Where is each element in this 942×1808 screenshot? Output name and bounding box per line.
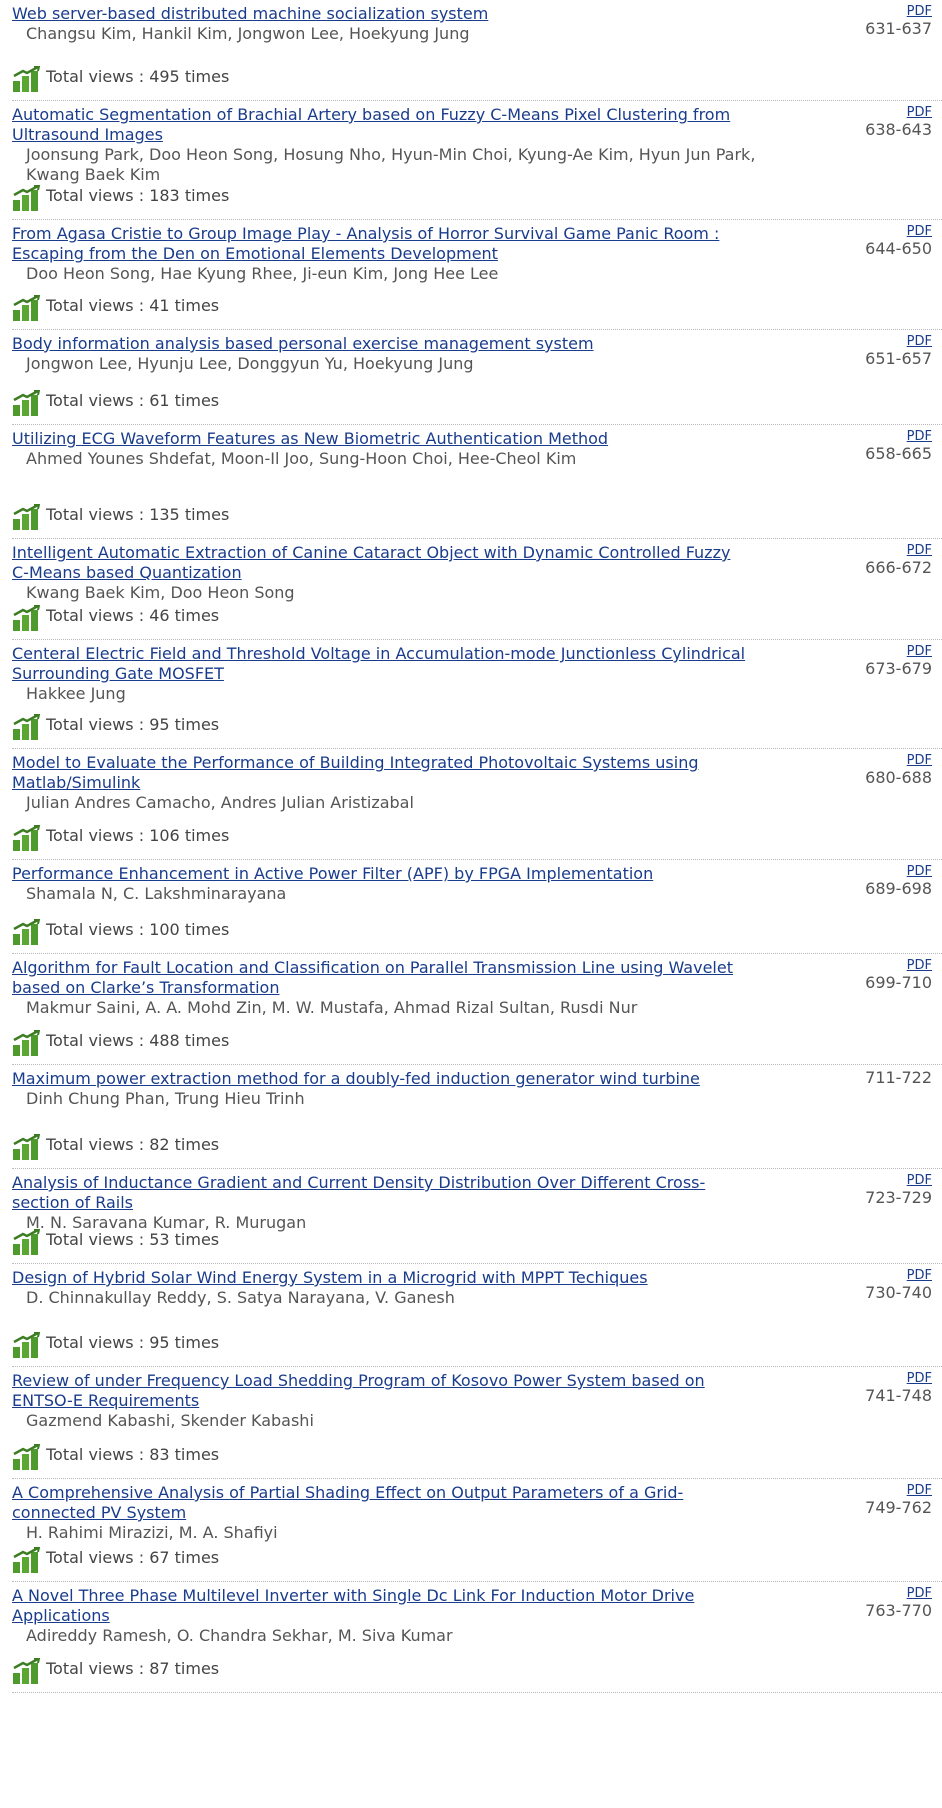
article-authors: H. Rahimi Mirazizi, M. A. Shafiyi bbox=[26, 1523, 278, 1542]
total-views bbox=[12, 386, 219, 416]
article-item bbox=[12, 330, 942, 425]
pdf-link[interactable]: PDF bbox=[906, 753, 932, 768]
article-item bbox=[12, 1065, 942, 1169]
total-views bbox=[12, 1328, 219, 1358]
article-title-link[interactable]: A Novel Three Phase Multilevel Inverter with Single Dc Link For Induction Motor Drive Applications bbox=[12, 1586, 695, 1625]
total-views-text: Total views : 87 times bbox=[46, 1659, 220, 1678]
page-range: 689-698 bbox=[865, 879, 932, 898]
stats-chart-icon bbox=[12, 66, 42, 92]
page-range: 680-688 bbox=[865, 768, 932, 787]
total-views bbox=[12, 500, 229, 530]
article-meta bbox=[865, 224, 932, 258]
article-meta bbox=[865, 753, 932, 787]
total-views bbox=[12, 62, 229, 92]
pdf-link[interactable]: PDF bbox=[906, 1173, 932, 1188]
article-title-link[interactable]: Intelligent Automatic Extraction of Canine Cataract Object with Dynamic Controlled Fuzzy C-Means based Quantization bbox=[12, 543, 731, 582]
article-meta bbox=[865, 1173, 932, 1207]
total-views-text: Total views : 41 times bbox=[46, 296, 220, 315]
article-meta bbox=[865, 543, 932, 577]
article-meta bbox=[865, 4, 932, 38]
page-range: 763-770 bbox=[865, 1601, 932, 1620]
total-views-text: Total views : 46 times bbox=[46, 606, 220, 625]
page-range: 651-657 bbox=[865, 349, 932, 368]
total-views-text: Total views : 95 times bbox=[46, 715, 220, 734]
article-authors: Ahmed Younes Shdefat, Moon-Il Joo, Sung-Hoon Choi, Hee-Cheol Kim bbox=[26, 449, 577, 468]
page-range: 631-637 bbox=[865, 19, 932, 38]
pdf-link[interactable]: PDF bbox=[906, 1268, 932, 1283]
article-item bbox=[12, 1264, 942, 1367]
total-views bbox=[12, 291, 219, 321]
article-authors: M. N. Saravana Kumar, R. Murugan bbox=[26, 1213, 307, 1232]
article-title-link[interactable]: Maximum power extraction method for a doubly-fed induction generator wind turbine bbox=[12, 1069, 700, 1088]
total-views-text: Total views : 61 times bbox=[46, 391, 220, 410]
article-authors: D. Chinnakullay Reddy, S. Satya Narayana, V. Ganesh bbox=[26, 1288, 455, 1307]
article-title-link[interactable]: A Comprehensive Analysis of Partial Shading Effect on Output Parameters of a Grid-connected PV System bbox=[12, 1483, 684, 1522]
article-authors: Changsu Kim, Hankil Kim, Jongwon Lee, Hoekyung Jung bbox=[26, 24, 470, 43]
total-views-text: Total views : 67 times bbox=[46, 1548, 220, 1567]
article-item bbox=[12, 101, 942, 220]
total-views-text: Total views : 183 times bbox=[46, 186, 230, 205]
article-item bbox=[12, 1479, 942, 1582]
page-range: 658-665 bbox=[865, 444, 932, 463]
page-range: 666-672 bbox=[865, 558, 932, 577]
article-authors: Jongwon Lee, Hyunju Lee, Donggyun Yu, Hoekyung Jung bbox=[26, 354, 474, 373]
article-title-link[interactable]: Body information analysis based personal exercise management system bbox=[12, 334, 594, 353]
article-meta bbox=[865, 864, 932, 898]
article-title-link[interactable]: Centeral Electric Field and Threshold Voltage in Accumulation-mode Junctionless Cylindrical Surrounding Gate MOSFET bbox=[12, 644, 746, 683]
pdf-link[interactable]: PDF bbox=[906, 644, 932, 659]
total-views-text: Total views : 53 times bbox=[46, 1230, 220, 1249]
stats-chart-icon bbox=[12, 1134, 42, 1160]
article-title-link[interactable]: Web server-based distributed machine socialization system bbox=[12, 4, 489, 23]
total-views-text: Total views : 95 times bbox=[46, 1333, 220, 1352]
article-authors: Dinh Chung Phan, Trung Hieu Trinh bbox=[26, 1089, 305, 1108]
page-range: 711-722 bbox=[865, 1068, 932, 1087]
article-title-link[interactable]: Algorithm for Fault Location and Classification on Parallel Transmission Line using Wavelet based on Clarke’s Transformation bbox=[12, 958, 733, 997]
article-title-link[interactable]: Design of Hybrid Solar Wind Energy System in a Microgrid with MPPT Techiques bbox=[12, 1268, 648, 1287]
total-views bbox=[12, 1130, 219, 1160]
article-title-link[interactable]: Automatic Segmentation of Brachial Artery based on Fuzzy C-Means Pixel Clustering from Ultrasound Images bbox=[12, 105, 731, 144]
article-authors: Makmur Saini, A. A. Mohd Zin, M. W. Mustafa, Ahmad Rizal Sultan, Rusdi Nur bbox=[26, 998, 638, 1017]
stats-chart-icon bbox=[12, 1332, 42, 1358]
article-title-link[interactable]: From Agasa Cristie to Group Image Play - Analysis of Horror Survival Game Panic Room : Escaping from the Den on Emotional Elements Development bbox=[12, 224, 720, 263]
pdf-link[interactable]: PDF bbox=[906, 4, 932, 19]
article-meta bbox=[865, 644, 932, 678]
pdf-link[interactable]: PDF bbox=[906, 224, 932, 239]
article-meta bbox=[865, 958, 932, 992]
article-title-link[interactable]: Utilizing ECG Waveform Features as New Biometric Authentication Method bbox=[12, 429, 609, 448]
stats-chart-icon bbox=[12, 919, 42, 945]
article-authors: Joonsung Park, Doo Heon Song, Hosung Nho, Hyun-Min Choi, Kyung-Ae Kim, Hyun Jun Park, Kwang Baek Kim bbox=[26, 145, 756, 184]
pdf-link[interactable]: PDF bbox=[906, 334, 932, 349]
total-views-text: Total views : 488 times bbox=[46, 1031, 230, 1050]
article-meta bbox=[865, 1371, 932, 1405]
total-views bbox=[12, 1440, 219, 1470]
article-item bbox=[12, 1169, 942, 1264]
article-meta bbox=[865, 334, 932, 368]
article-meta bbox=[865, 1586, 932, 1620]
pdf-link[interactable]: PDF bbox=[906, 429, 932, 444]
stats-chart-icon bbox=[12, 390, 42, 416]
article-authors: Kwang Baek Kim, Doo Heon Song bbox=[26, 583, 295, 602]
page-range: 699-710 bbox=[865, 973, 932, 992]
stats-chart-icon bbox=[12, 825, 42, 851]
total-views bbox=[12, 710, 219, 740]
article-authors: Hakkee Jung bbox=[26, 684, 126, 703]
article-meta bbox=[865, 429, 932, 463]
pdf-link[interactable]: PDF bbox=[906, 543, 932, 558]
article-item bbox=[12, 1367, 942, 1479]
article-item bbox=[12, 1582, 942, 1693]
pdf-link[interactable]: PDF bbox=[906, 1586, 932, 1601]
stats-chart-icon bbox=[12, 295, 42, 321]
article-title-link[interactable]: Performance Enhancement in Active Power Filter (APF) by FPGA Implementation bbox=[12, 864, 654, 883]
page-range: 741-748 bbox=[865, 1386, 932, 1405]
article-item bbox=[12, 539, 942, 640]
article-list bbox=[12, 0, 942, 1693]
pdf-link[interactable]: PDF bbox=[906, 105, 932, 120]
total-views bbox=[12, 1543, 219, 1573]
stats-chart-icon bbox=[12, 714, 42, 740]
article-authors: Julian Andres Camacho, Andres Julian Aristizabal bbox=[26, 793, 414, 812]
total-views bbox=[12, 1654, 219, 1684]
article-title-link[interactable]: Analysis of Inductance Gradient and Current Density Distribution Over Different Cross-section of Rails bbox=[12, 1173, 706, 1212]
stats-chart-icon bbox=[12, 1658, 42, 1684]
page-range: 644-650 bbox=[865, 239, 932, 258]
page-range: 638-643 bbox=[865, 120, 932, 139]
stats-chart-icon bbox=[12, 504, 42, 530]
article-item bbox=[12, 425, 942, 539]
total-views bbox=[12, 601, 219, 631]
article-item bbox=[12, 640, 942, 749]
total-views bbox=[12, 1026, 229, 1056]
total-views-text: Total views : 100 times bbox=[46, 920, 230, 939]
article-meta bbox=[865, 1268, 932, 1302]
article-item bbox=[12, 0, 942, 101]
total-views bbox=[12, 181, 229, 211]
stats-chart-icon bbox=[12, 1547, 42, 1573]
article-authors: Adireddy Ramesh, O. Chandra Sekhar, M. Siva Kumar bbox=[26, 1626, 453, 1645]
article-item bbox=[12, 860, 942, 954]
article-item bbox=[12, 749, 942, 860]
page-range: 723-729 bbox=[865, 1188, 932, 1207]
total-views-text: Total views : 495 times bbox=[46, 67, 230, 86]
total-views bbox=[12, 821, 229, 851]
total-views-text: Total views : 82 times bbox=[46, 1135, 220, 1154]
stats-chart-icon bbox=[12, 1030, 42, 1056]
stats-chart-icon bbox=[12, 185, 42, 211]
total-views-text: Total views : 135 times bbox=[46, 505, 230, 524]
page-range: 673-679 bbox=[865, 659, 932, 678]
article-title-link[interactable]: Model to Evaluate the Performance of Building Integrated Photovoltaic Systems using Matlab/Simulink bbox=[12, 753, 699, 792]
total-views bbox=[12, 915, 229, 945]
page-range: 730-740 bbox=[865, 1283, 932, 1302]
stats-chart-icon bbox=[12, 1229, 42, 1255]
pdf-link[interactable]: PDF bbox=[906, 1483, 932, 1498]
pdf-link[interactable]: PDF bbox=[906, 1371, 932, 1386]
article-authors: Gazmend Kabashi, Skender Kabashi bbox=[26, 1411, 314, 1430]
article-meta bbox=[865, 105, 932, 139]
article-meta bbox=[865, 1483, 932, 1517]
article-meta bbox=[865, 1069, 932, 1087]
total-views-text: Total views : 83 times bbox=[46, 1445, 220, 1464]
article-item bbox=[12, 220, 942, 330]
total-views bbox=[12, 1225, 219, 1255]
pdf-link[interactable]: PDF bbox=[906, 864, 932, 879]
article-item bbox=[12, 954, 942, 1065]
stats-chart-icon bbox=[12, 605, 42, 631]
total-views-text: Total views : 106 times bbox=[46, 826, 230, 845]
pdf-link[interactable]: PDF bbox=[906, 958, 932, 973]
article-title-link[interactable]: Review of under Frequency Load Shedding Program of Kosovo Power System based on ENTSO-E Requirements bbox=[12, 1371, 705, 1410]
stats-chart-icon bbox=[12, 1444, 42, 1470]
article-authors: Doo Heon Song, Hae Kyung Rhee, Ji-eun Kim, Jong Hee Lee bbox=[26, 264, 499, 283]
page-range: 749-762 bbox=[865, 1498, 932, 1517]
article-authors: Shamala N, C. Lakshminarayana bbox=[26, 884, 287, 903]
